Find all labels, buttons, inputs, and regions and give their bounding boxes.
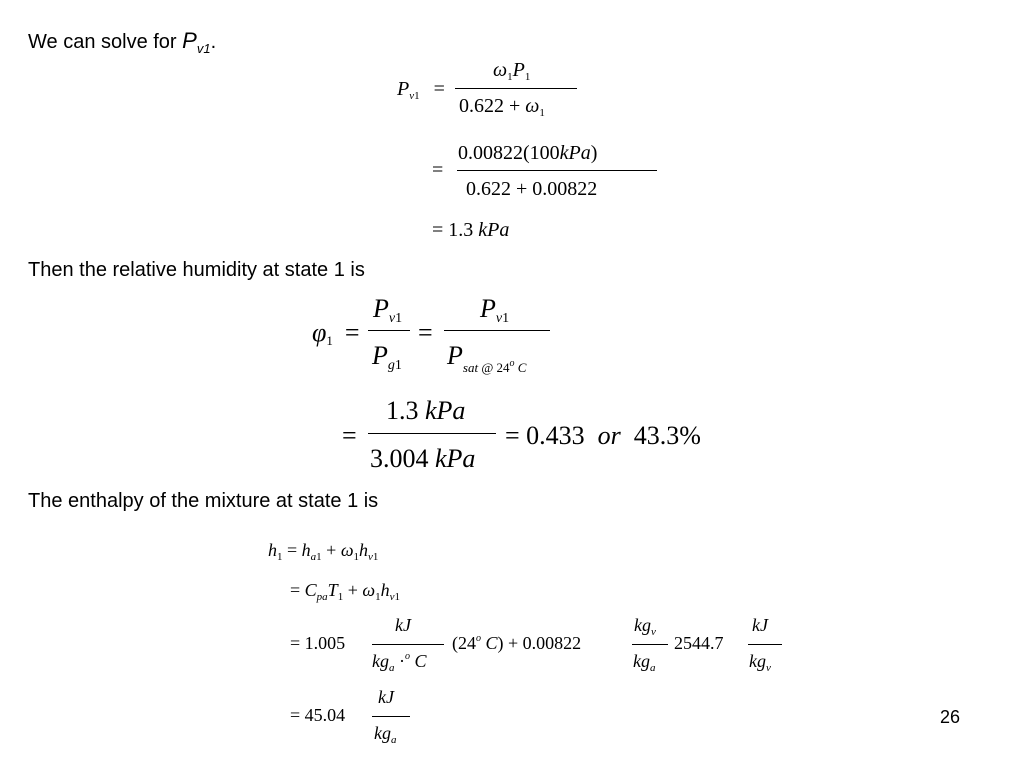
enth-l4-f-den: $kg_a$ xyxy=(374,723,397,746)
pv1-eq1-bar xyxy=(455,88,577,89)
pv1-eq2-numerator: 0.00822(100kPa) xyxy=(458,142,598,164)
pv1-result: = 1.3 kPa xyxy=(432,219,510,241)
enth-line-3-a: = 1.005 xyxy=(290,633,346,653)
rh-f3-denominator: 3.004 kPa xyxy=(370,444,476,473)
rh-lhs: φ1 = xyxy=(312,318,360,348)
enth-line-3-c: 2544.7 xyxy=(674,633,724,653)
pv1-eq2-equals: = xyxy=(432,159,444,181)
enth-l3-f2-bar xyxy=(632,644,668,645)
pv1-eq2-denominator: 0.622 + 0.00822 xyxy=(466,178,598,200)
rh-f1-numerator: Pv1 xyxy=(373,294,403,326)
enth-l3-f3-den: $kg_v$ xyxy=(749,651,771,674)
intro-text-2: Then the relative humidity at state 1 is xyxy=(28,259,365,281)
rh-f3-bar xyxy=(368,433,496,434)
rh-result: = 0.433 or 43.3% xyxy=(505,421,701,450)
enth-l3-f2-num: $kg_v$ xyxy=(634,615,656,638)
pv1-eq1-denominator: $0.622 + \omega_1$ xyxy=(459,95,545,119)
enth-line-2: = $C_{pa}T_1 + \omega_1h_{v1}$ xyxy=(290,580,400,603)
enth-line-4-a: = 45.04 xyxy=(290,705,346,725)
rh-f2-bar xyxy=(444,330,550,331)
pv1-eq2-bar xyxy=(457,170,657,171)
rh-f1-bar xyxy=(368,330,410,331)
rh-equals-3: = xyxy=(342,421,357,450)
enth-l4-f-bar xyxy=(372,716,410,717)
intro-text-1-label: We can solve for xyxy=(28,31,183,53)
rh-f1-denominator: Pg1 xyxy=(372,341,402,373)
intro-var: P xyxy=(182,28,197,53)
rh-equals-2: = xyxy=(418,318,433,347)
rh-f2-denominator: $P_{sat @ 24^o C}$ xyxy=(447,341,527,375)
intro-text-3: The enthalpy of the mixture at state 1 is xyxy=(28,490,379,512)
enth-line-1: $h_1 = h_{a1} + \omega_1h_{v1}$ xyxy=(268,540,379,563)
pv1-eq1-numerator: $\omega_1P_1$ xyxy=(493,59,531,83)
enth-l4-f-num: kJ xyxy=(378,687,394,707)
intro-end: . xyxy=(210,31,217,53)
rh-f3-numerator: 1.3 kPa xyxy=(386,396,466,425)
rh-f2-numerator: Pv1 xyxy=(480,294,510,326)
pv1-lhs: $P_{v1}$ = xyxy=(397,78,445,102)
enth-l3-f1-bar xyxy=(372,644,444,645)
enth-l3-f1-num: kJ xyxy=(395,615,411,635)
page-number: 26 xyxy=(940,707,961,727)
enth-l3-f3-num: kJ xyxy=(752,615,768,635)
intro-sub: v1 xyxy=(196,41,211,56)
enth-line-3-b: (24$^o$ C) + 0.00822 xyxy=(452,633,582,653)
enth-l3-f2-den: $kg_a$ xyxy=(633,651,656,674)
intro-text-1 xyxy=(28,28,216,54)
enth-l3-f3-bar xyxy=(748,644,782,645)
enth-l3-f1-den: $kg_a \cdot^o$ C xyxy=(372,651,427,674)
